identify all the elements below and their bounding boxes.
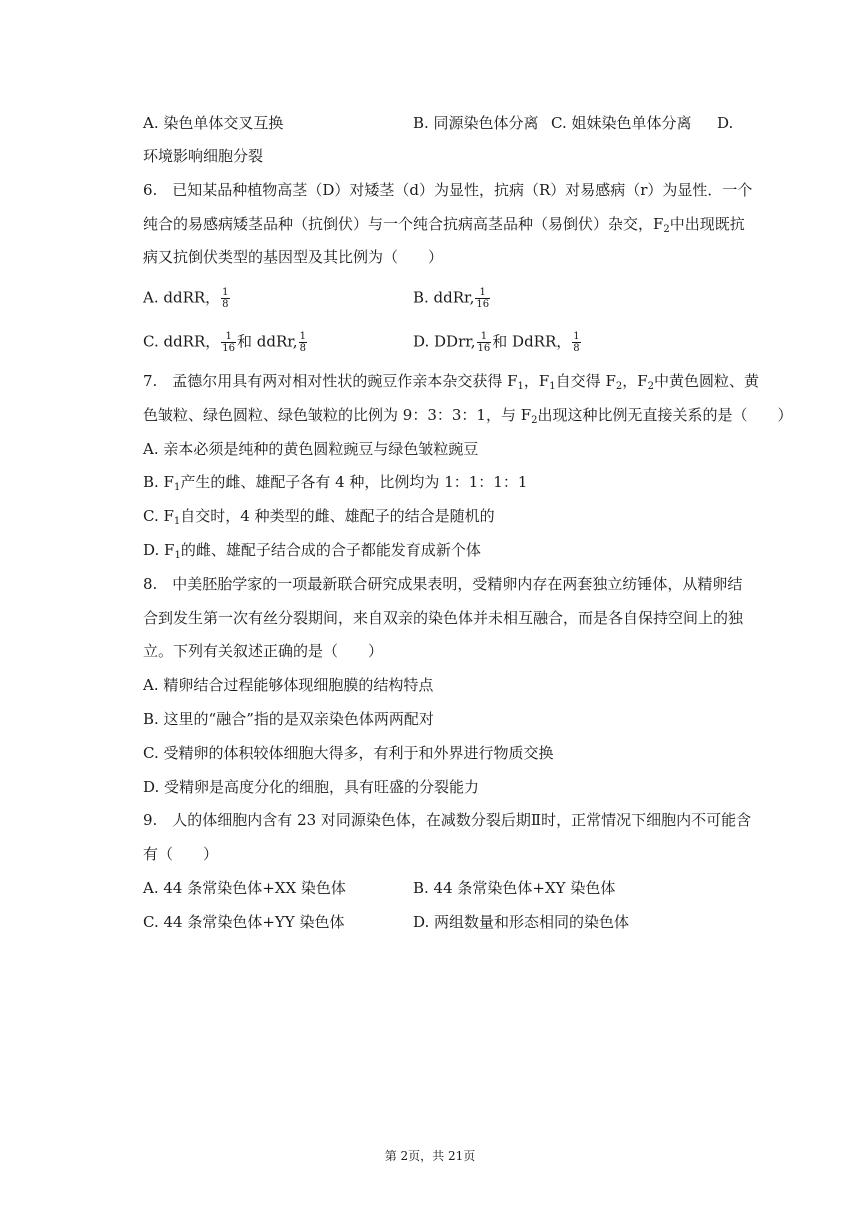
- q7-stem-line2: 色皱粒、绿色圆粒、绿色皱粒的比例为 9：3：3：1，与 $F_2$出现这种比例无直接关系的是（ ）: [143, 406, 793, 426]
- q7-option-c: C. $F_1$自交时，4 种类型的雌、雄配子的结合是随机的: [143, 507, 495, 527]
- q5-option-b: B. 同源染色体分离: [413, 114, 539, 132]
- q9-option-c: C. 44 条常染色体+YY 染色体: [143, 913, 345, 931]
- q6-option-a: A. ddRR， $\frac{1}{8}$: [143, 287, 229, 310]
- q6-stem-line1: 6. 已知某品种植物高茎（D）对矮茎（d）为显性，抗病（R）对易感病（r）为显性．一个: [143, 181, 753, 199]
- q6-stem-line3: 病又抗倒伏类型的基因型及其比例为（ ）: [143, 248, 444, 266]
- q6-stem-line2: 纯合的易感病矮茎品种（抗倒伏）与一个纯合抗病高茎品种（易倒伏）杂交，$F_2$中出现既抗: [143, 215, 745, 235]
- q9-option-a: A. 44 条常染色体+XX 染色体: [143, 879, 346, 897]
- q8-stem-line2: 合到发生第一次有丝分裂期间，来自双亲的染色体并未相互融合，而是各自保持空间上的独: [143, 609, 744, 627]
- q8-option-d: D. 受精卵是高度分化的细胞，具有旺盛的分裂能力: [143, 778, 480, 796]
- q9-option-b: B. 44 条常染色体+XY 染色体: [413, 879, 616, 897]
- q6-option-c: C. ddRR， $\frac{1}{16}$ 和 ddRr, $\frac{1}{8}$: [143, 331, 306, 354]
- fraction: $\frac{1}{8}$: [222, 287, 229, 310]
- q8-option-b: B. 这里的“融合”指的是双亲染色体两两配对: [143, 710, 434, 728]
- q8-stem-line1: 8. 中美胚胎学家的一项最新联合研究成果表明，受精卵内存在两套独立纺锤体，从精卵结: [143, 575, 743, 593]
- fraction: $\frac{1}{8}$: [299, 331, 306, 354]
- q7-stem-line1: 7. 孟德尔用具有两对相对性状的豌豆作亲本杂交获得 $F_1$，$F_1$自交得 $F_2$，$F_2$中黄色圆粒、黄: [143, 372, 760, 392]
- q5-option-c: C. 姐妹染色单体分离: [551, 114, 692, 132]
- q7-option-b: B. $F_1$产生的雌、雄配子各有 4 种，比例均为 1：1：1：1: [143, 473, 528, 493]
- q5-option-a: A. 染色单体交叉互换: [143, 114, 284, 132]
- q7-option-a: A. 亲本必须是纯种的黄色圆粒豌豆与绿色皱粒豌豆: [143, 440, 479, 458]
- q6-option-d: D. DDrr, $\frac{1}{16}$ 和 DdRR， $\frac{1}{8}$: [413, 331, 580, 354]
- fraction: $\frac{1}{16}$: [476, 287, 490, 310]
- q9-stem-line1: 9. 人的体细胞内含有 23 对同源染色体，在减数分裂后期Ⅱ时，正常情况下细胞内不可能含: [143, 811, 752, 829]
- fraction: $\frac{1}{8}$: [573, 331, 580, 354]
- q9-stem-line2: 有（ ）: [143, 845, 219, 863]
- q6-option-b: B. ddRr, $\frac{1}{16}$: [413, 287, 490, 310]
- q9-option-d: D. 两组数量和形态相同的染色体: [413, 913, 630, 931]
- q8-option-a: A. 精卵结合过程能够体现细胞膜的结构特点: [143, 676, 434, 694]
- q8-option-c: C. 受精卵的体积较体细胞大得多，有利于和外界进行物质交换: [143, 744, 554, 762]
- fraction: $\frac{1}{16}$: [477, 331, 491, 354]
- q5-option-d-text: 环境影响细胞分裂: [143, 147, 264, 165]
- fraction: $\frac{1}{16}$: [222, 331, 236, 354]
- q5-option-d-letter: D.: [717, 114, 734, 132]
- q8-stem-line3: 立。下列有关叙述正确的是（ ）: [143, 642, 384, 660]
- page-footer: 第 2页，共 21页: [384, 1149, 476, 1163]
- q7-option-d: D. $F_1$的雌、雄配子结合成的合子都能发育成新个体: [143, 541, 481, 561]
